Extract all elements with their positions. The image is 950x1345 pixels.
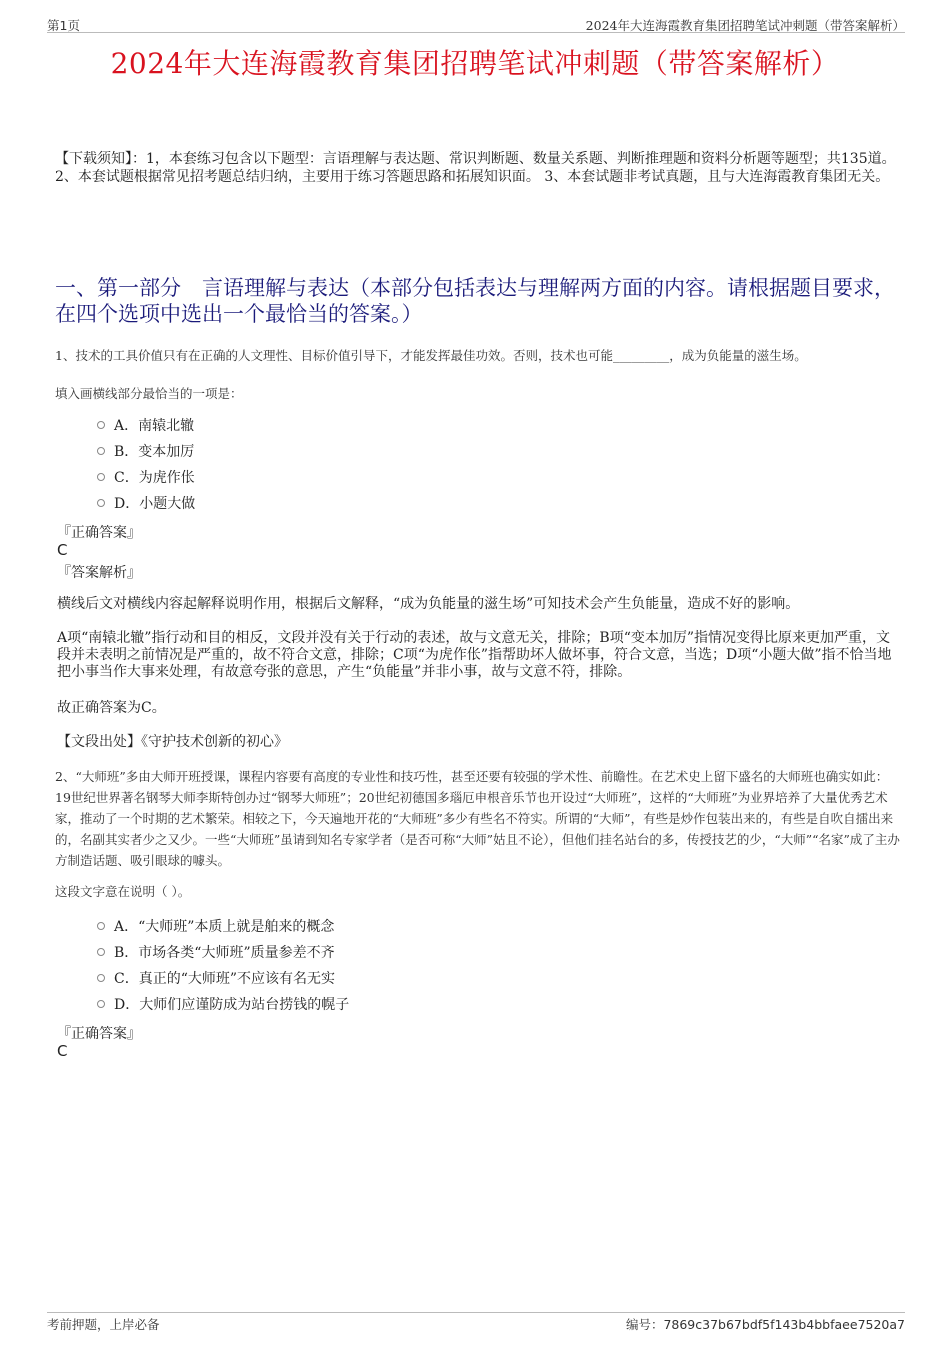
page-footer <box>47 1312 905 1333</box>
section-heading: 一、第一部分 言语理解与表达（本部分包括表达与理解两方面的内容。请根据题目要求，在四个选项中选出一个最恰当的答案。） <box>55 276 895 326</box>
radio-icon[interactable] <box>97 499 105 507</box>
correct-answer: C <box>57 1042 68 1060</box>
question-1-options <box>97 412 195 516</box>
document-serial: 编号：7869c37b67bdf5f143b4bbfaee7520a7 <box>625 1317 905 1332</box>
radio-icon[interactable] <box>97 447 105 455</box>
download-notice: 【下载须知】：1，本套练习包含以下题型：言语理解与表达题、常识判断题、数量关系题、判断推理题和资料分析题等题型；共135道。 2、本套试题根据常见招考题总结归纳，主要用于练习答题思路和拓展知识面。 3、本套试题非考试真题，且与大连海霞教育集团无关。 <box>55 151 896 185</box>
document-title: 2024年大连海霞教育集团招聘笔试冲刺题（带答案解析） <box>110 47 840 80</box>
radio-icon[interactable] <box>97 473 105 481</box>
passage-source: 【文段出处】《守护技术创新的初心》 <box>57 734 288 750</box>
radio-icon[interactable] <box>97 948 105 956</box>
radio-icon[interactable] <box>97 922 105 930</box>
question-1-prompt: 填入画横线部分最恰当的一项是： <box>55 386 243 401</box>
analysis-paragraph-1: 横线后文对横线内容起解释说明作用，根据后文解释，“成为负能量的滋生场”可知技术会产生负能量，造成不好的影响。 <box>57 596 800 612</box>
question-2-options <box>97 913 349 1017</box>
radio-icon[interactable] <box>97 421 105 429</box>
page-number: 第1页 <box>47 18 80 33</box>
question-2-stem: 2、“大师班”多由大师开班授课，课程内容要有高度的专业性和技巧性，甚至还要有较强的学术性、前瞻性。在艺术史上留下盛名的大师班也确实如此：19世纪世界著名钢琴大师李斯特创办过“钢琴大师班”；20世纪初德国多瑙厄申根音乐节也开设过“大师班”，这样的“大师班”为业界培养了大量优秀艺术家，推动了一个时期的艺术繁荣。相较之下，今天遍地开花的“大师班”多少有些名不符实。所谓的“大师”，有些是炒作包装出来的，有些是自吹自擂出来的，名副其实者少之又少。一些“大师班”虽请到知名专家学者（是否可称“大师”姑且不论），但他们挂名站台的多，传授技艺的少，“大师”“名家”成了主办方制造话题、吸引眼球的噱头。 <box>55 769 900 868</box>
page-header <box>47 14 905 33</box>
option-a[interactable]: A．“大师班”本质上就是舶来的概念 <box>97 913 349 939</box>
radio-icon[interactable] <box>97 1000 105 1008</box>
option-c[interactable]: C．真正的“大师班”不应该有名无实 <box>97 965 349 991</box>
analysis-label: 『答案解析』 <box>57 565 141 581</box>
footer-slogan: 考前押题，上岸必备 <box>47 1317 160 1332</box>
option-b[interactable]: B．市场各类“大师班”质量参差不齐 <box>97 939 349 965</box>
option-d[interactable]: D．大师们应谨防成为站台捞钱的幌子 <box>97 991 349 1017</box>
correct-answer-label: 『正确答案』 <box>57 525 141 541</box>
analysis-conclusion: 故正确答案为C。 <box>57 700 166 716</box>
correct-answer-label: 『正确答案』 <box>57 1026 141 1042</box>
option-a[interactable]: A．南辕北辙 <box>97 412 195 438</box>
correct-answer: C <box>57 541 68 559</box>
header-doc-title: 2024年大连海霞教育集团招聘笔试冲刺题（带答案解析） <box>585 18 905 33</box>
option-c[interactable]: C．为虎作伥 <box>97 464 195 490</box>
question-2-prompt: 这段文字意在说明（ ）。 <box>55 884 191 899</box>
option-d[interactable]: D．小题大做 <box>97 490 195 516</box>
option-b[interactable]: B．变本加厉 <box>97 438 195 464</box>
question-1-stem: 1、技术的工具价值只有在正确的人文理性、目标价值引导下，才能发挥最佳功效。否则，技术也可能_________，成为负能量的滋生场。 <box>55 348 807 363</box>
radio-icon[interactable] <box>97 974 105 982</box>
analysis-paragraph-2: A项“南辕北辙”指行动和目的相反，文段并没有关于行动的表述，故与文意无关，排除；B项“变本加厉”指情况变得比原来更加严重，文段并未表明之前情况是严重的，故不符合文意，排除；C项“为虎作伥”指帮助坏人做坏事，符合文意，当选；D项“小题大做”指不恰当地把小事当作大事来处理，有故意夸张的意思，产生“负能量”并非小事，故与文意不符，排除。 <box>57 630 892 680</box>
